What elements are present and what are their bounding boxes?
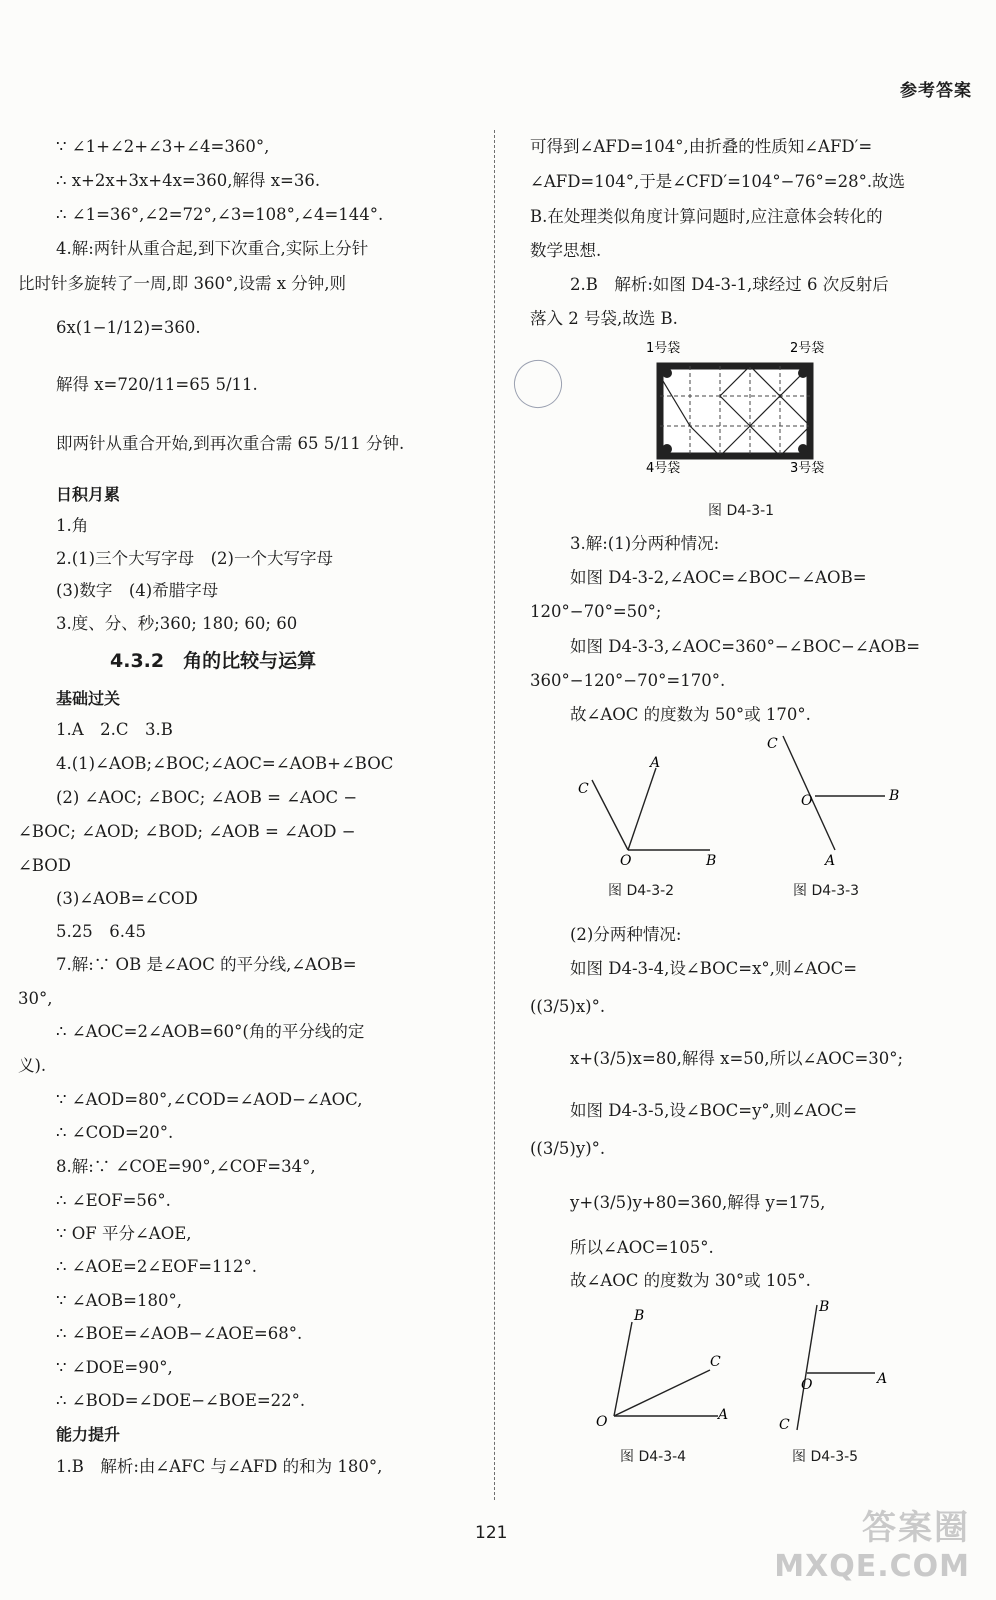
text-line: ∴ ∠AOE=2∠EOF=112°. (56, 1257, 258, 1276)
figure-caption: 图 D4-3-1 (708, 503, 775, 519)
text-line: 360°−120°−70°=170°. (530, 671, 726, 690)
watermark-line1: 答案圈 (862, 1508, 970, 1548)
section-heading: 能力提升 (56, 1425, 121, 1444)
column-divider (494, 130, 495, 1500)
watermark (774, 1500, 970, 1584)
text-line: 即两针从重合开始,到再次重合需 65 5/11 分钟. (56, 434, 405, 453)
label-c: C (767, 736, 778, 752)
text-line: 2.B 解析:如图 D4-3-1,球经过 6 次反射后 (570, 275, 889, 294)
bag-2-label: 2号袋 (790, 341, 825, 356)
bag-3-label: 3号袋 (790, 461, 825, 476)
label-a: A (650, 755, 661, 771)
text-line: 5.25 6.45 (56, 922, 146, 941)
text-line: ∴ ∠BOE=∠AOB−∠AOE=68°. (56, 1324, 303, 1343)
text-line: (2)分两种情况: (570, 925, 682, 944)
text-line: 义). (18, 1056, 47, 1075)
text-line: 数学思想. (530, 241, 602, 260)
text-line: 2.(1)三个大写字母 (2)一个大写字母 (56, 549, 333, 568)
label-b: B (889, 788, 900, 804)
section-heading: 基础过关 (56, 689, 121, 708)
label-c: C (710, 1354, 721, 1370)
text-line: 7.解:∵ OB 是∠AOC 的平分线,∠AOB= (56, 955, 357, 974)
text-line: 30°, (18, 989, 53, 1008)
text-line: (3)数字 (4)希腊字母 (56, 581, 219, 600)
label-a: A (825, 853, 836, 868)
figure-angle-d4-3-4 (590, 1300, 750, 1440)
figure-angle-d4-3-3 (755, 728, 915, 868)
text-line: 3.解:(1)分两种情况: (570, 534, 720, 553)
formula-line: y+(3/5)y+80=360,解得 y=175, (570, 1193, 826, 1212)
text-line: ∠AFD=104°,于是∠CFD′=104°−76°=28°.故选 (530, 172, 906, 191)
text-line: B.在处理类似角度计算问题时,应注意体会转化的 (530, 207, 883, 226)
text-line: 可得到∠AFD=104°,由折叠的性质知∠AFD′= (530, 137, 873, 156)
bag-4-label: 4号袋 (646, 461, 681, 476)
text-line: ∵ ∠AOB=180°, (56, 1291, 182, 1310)
text-line: ∵ ∠AOD=80°,∠COD=∠AOD−∠AOC, (56, 1090, 363, 1109)
formula-line: x+(3/5)x=80,解得 x=50,所以∠AOC=30°; (570, 1049, 904, 1068)
label-a: A (877, 1371, 888, 1387)
text-line: ∴ ∠1=36°,∠2=72°,∠3=108°,∠4=144°. (56, 205, 384, 224)
text-line: 4.(1)∠AOB;∠BOC;∠AOC=∠AOB+∠BOC (56, 754, 394, 773)
text-line: 1.角 (56, 516, 89, 535)
text-line: 如图 D4-3-4,设∠BOC=x°,则∠AOC= (570, 959, 858, 978)
stamp-mark (508, 354, 568, 414)
label-c: C (578, 781, 589, 797)
text-line: (2) ∠AOC; ∠BOC; ∠AOB = ∠AOC − (56, 788, 358, 807)
label-b: B (634, 1308, 645, 1324)
figure-angle-d4-3-5 (775, 1295, 925, 1440)
label-o: O (596, 1414, 608, 1430)
text-line: ∴ x+2x+3x+4x=360,解得 x=36. (56, 171, 321, 190)
text-line: 如图 D4-3-2,∠AOC=∠BOC−∠AOB= (570, 568, 867, 587)
figure-caption: 图 D4-3-2 (608, 883, 675, 899)
text-line: 8.解:∵ ∠COE=90°,∠COF=34°, (56, 1157, 316, 1176)
label-o: O (620, 853, 632, 869)
bag-1-label: 1号袋 (646, 341, 681, 356)
text-line: ∵ ∠DOE=90°, (56, 1358, 173, 1377)
figure-caption: 图 D4-3-5 (792, 1449, 859, 1465)
text-line: 如图 D4-3-3,∠AOC=360°−∠BOC−∠AOB= (570, 637, 921, 656)
text-line: ∴ ∠EOF=56°. (56, 1191, 171, 1210)
figure-billiard-table (640, 340, 840, 490)
text-line: (3)∠AOB=∠COD (56, 889, 198, 908)
section-title: 4.3.2 角的比较与运算 (110, 650, 317, 672)
text-line: 1.A 2.C 3.B (56, 720, 173, 739)
text-line: 如图 D4-3-5,设∠BOC=y°,则∠AOC= (570, 1101, 858, 1120)
text-line: 1.B 解析:由∠AFC 与∠AFD 的和为 180°, (56, 1457, 383, 1476)
text-line: ∵ OF 平分∠AOE, (56, 1224, 192, 1243)
label-o: O (801, 793, 813, 809)
text-line: 所以∠AOC=105°. (570, 1238, 714, 1257)
text-line: ∴ ∠COD=20°. (56, 1123, 174, 1142)
watermark-line2: MXQE.COM (774, 1549, 970, 1584)
text-line: ∠BOC; ∠AOD; ∠BOD; ∠AOB = ∠AOD − (18, 822, 356, 841)
text-line: ∴ ∠AOC=2∠AOB=60°(角的平分线的定 (56, 1022, 365, 1041)
text-line: 比时针多旋转了一周,即 360°,设需 x 分钟,则 (18, 274, 347, 293)
figure-caption: 图 D4-3-4 (620, 1449, 687, 1465)
text-line: 故∠AOC 的度数为 30°或 105°. (570, 1271, 811, 1290)
label-o: O (801, 1377, 813, 1393)
figure-caption: 图 D4-3-3 (793, 883, 860, 899)
text-line: ∵ ∠1+∠2+∠3+∠4=360°, (56, 137, 270, 156)
page-number: 121 (475, 1523, 508, 1543)
text-line: ∠BOD (18, 856, 72, 875)
text-line: 120°−70°=50°; (530, 602, 662, 621)
label-c: C (779, 1417, 790, 1433)
text-line: 故∠AOC 的度数为 50°或 170°. (570, 705, 811, 724)
label-b: B (706, 853, 717, 869)
label-a: A (718, 1407, 729, 1423)
formula-line: ((3/5)x)°. (530, 997, 606, 1016)
text-line: 4.解:两针从重合起,到下次重合,实际上分针 (56, 239, 369, 258)
text-line: ∴ ∠BOD=∠DOE−∠BOE=22°. (56, 1391, 306, 1410)
formula-line: ((3/5)y)°. (530, 1139, 606, 1158)
text-line: 落入 2 号袋,故选 B. (530, 309, 678, 328)
figure-angle-d4-3-2 (570, 750, 720, 870)
header-title: 参考答案 (900, 81, 972, 101)
text-line: 3.度、分、秒;360; 180; 60; 60 (56, 614, 298, 633)
section-heading: 日积月累 (56, 485, 121, 504)
formula-line: 解得 x=720/11=65 5/11. (56, 375, 258, 394)
label-b: B (819, 1299, 830, 1315)
formula-line: 6x(1−1/12)=360. (56, 318, 201, 337)
